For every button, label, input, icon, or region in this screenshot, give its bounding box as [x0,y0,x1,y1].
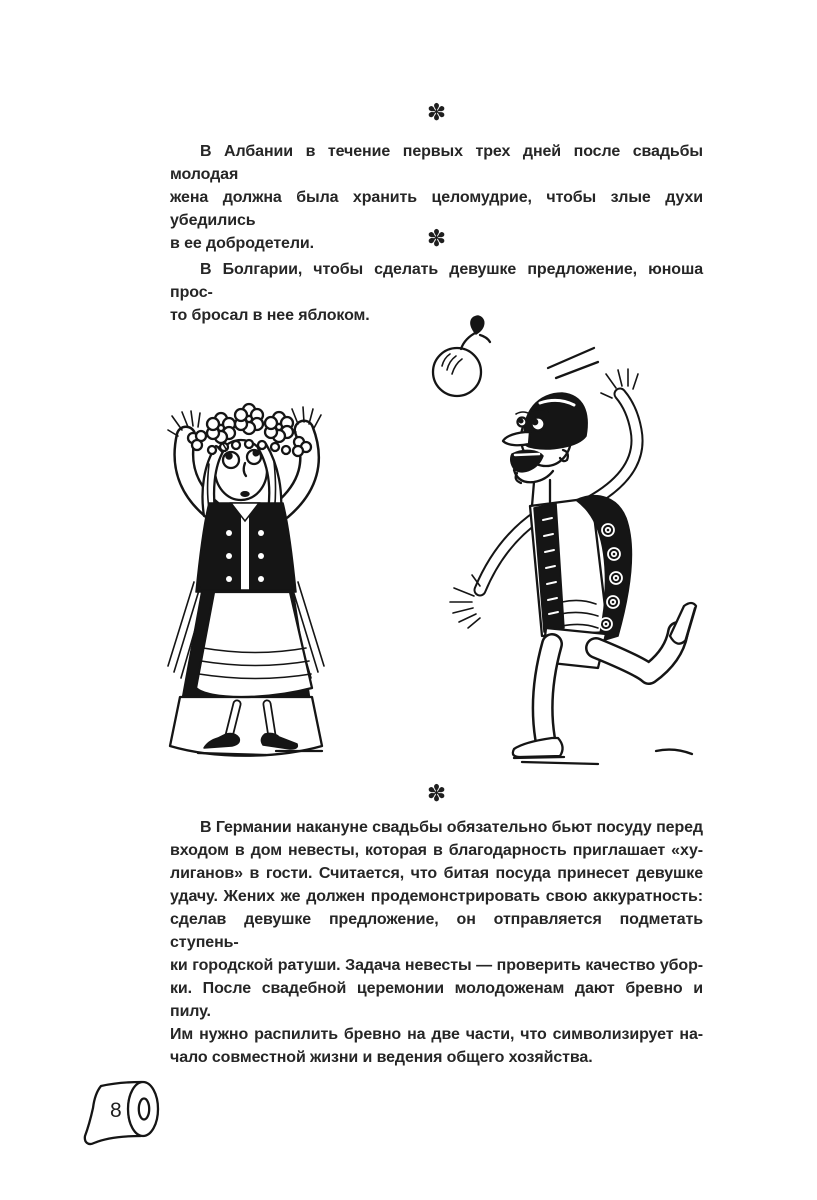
text-line: то бросал в нее яблоком. [170,307,370,324]
text-line: лиганов» в гости. Считается, что битая посуда принесет девушке [170,865,703,882]
asterisk-divider: ✽ [426,100,447,126]
text-line: входом в дом невесты, которая в благодарность приглашает «ху- [170,842,703,859]
text-line: ки. После свадебной церемонии молодоженам дают бревно и пилу. [170,980,703,1020]
text-line: В Албании в течение первых трех дней после свадьбы молодая [170,143,703,183]
text-line: удачу. Жених же должен продемонстрировать свою аккуратность: [170,888,703,905]
text-line: В Германии накануне свадьбы обязательно бьют посуду перед [200,819,703,836]
text-line: в ее добродетели. [170,235,314,252]
man-figure [450,369,696,764]
toilet-paper-roll-icon [82,1072,166,1152]
paragraph-germany [170,816,703,1069]
motion-lines [548,348,598,378]
asterisk-divider: ✽ [426,781,447,807]
page-number-marker [82,1072,166,1152]
text-line: В Болгарии, чтобы сделать девушке предложение, юноша прос- [170,261,703,301]
woman-figure [168,404,324,756]
page-number: 8 [110,1099,122,1122]
asterisk-divider: ✽ [426,226,447,252]
apple-drawing [433,316,598,396]
text-line: сделав девушке предложение, он отправляется подметать ступень- [170,911,703,951]
text-line: Им нужно распилить бревно на две части, что символизирует на- [170,1026,703,1043]
text-line: жена должна была хранить целомудрие, чтобы злые духи убедились [170,189,703,229]
illustration-apple-proposal [146,314,720,766]
text-line: чало совместной жизни и ведения общего хозяйства. [170,1049,593,1066]
text-line: ки городской ратуши. Задача невесты — проверить качество убор- [170,957,703,974]
